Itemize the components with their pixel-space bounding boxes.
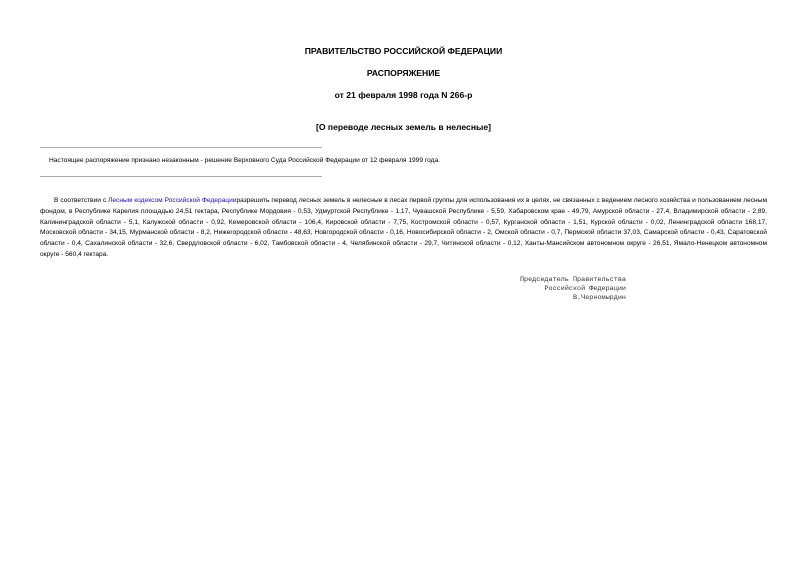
signature-block [480, 276, 626, 303]
signatory-position: Председатель Правительства [519, 276, 626, 284]
body-main-text: разрешить перевод лесных земель в нелесные в лесах первой группы для использования их в целях, не связанных с ведением лесного хозяйства и пользованием лесным фондом, в Республике Карелия площадью 24,51 гектара, Республике Мордовия - 0,53, Удмуртской Республике - 1,17, Чувашской Республике - 5,59, Хабаровском крае - 49,79, Амурской области - 27,4, Владимирской области - 2,89, Калининградской области - 5,1, Калужской области - 0,92, Кемеровской области - 106,4, Кировской области - 7,75, Костромской области - 0,57, Курганской области - 1,51, Курской области - 0,02, Ленинградской области 168,17, Московской области - 34,15, Мурманской области - 8,2, Нижегородской области - 48,63, Новгородской области - 0,16, Новосибирской области - 2, Омской области - 0,7, Пермской области 37,03, Самарской области - 0,43, Саратовской области - 0,4, Сахалинской области - 32,6, Свердловской области - 6,02, Тамбовской области - 4, Челябинской области - 29,7, Читинской области - 0,12, Ханты-Мансийском автономном округе - 26,51, Ямало-Ненецком автономном округе - 560,4 гектара. [40, 197, 767, 258]
body-intro: В соответствии с [54, 197, 109, 204]
document-title: [О переводе лесных земель в нелесные] [315, 122, 492, 132]
document-type: РАСПОРЯЖЕНИЕ [366, 68, 441, 78]
invalidity-notice: Настоящее распоряжение признано незаконным - решение Верховного Суда Российской Федерации от 12 февраля 1999 года. [49, 157, 440, 164]
issuing-authority: ПРАВИТЕЛЬСТВО РОССИЙСКОЙ ФЕДЕРАЦИИ [304, 46, 503, 56]
document-body [40, 196, 767, 261]
notice-divider-bottom [40, 176, 322, 177]
forest-code-link[interactable]: Лесным кодексом Российской Федерации [108, 197, 237, 204]
signatory-country: Российской Федерации [544, 285, 626, 293]
signatory-name: В.Черномырдин [572, 294, 626, 302]
notice-divider-top [40, 147, 322, 148]
document-date-number: от 21 февраля 1998 года N 266-р [334, 90, 473, 100]
